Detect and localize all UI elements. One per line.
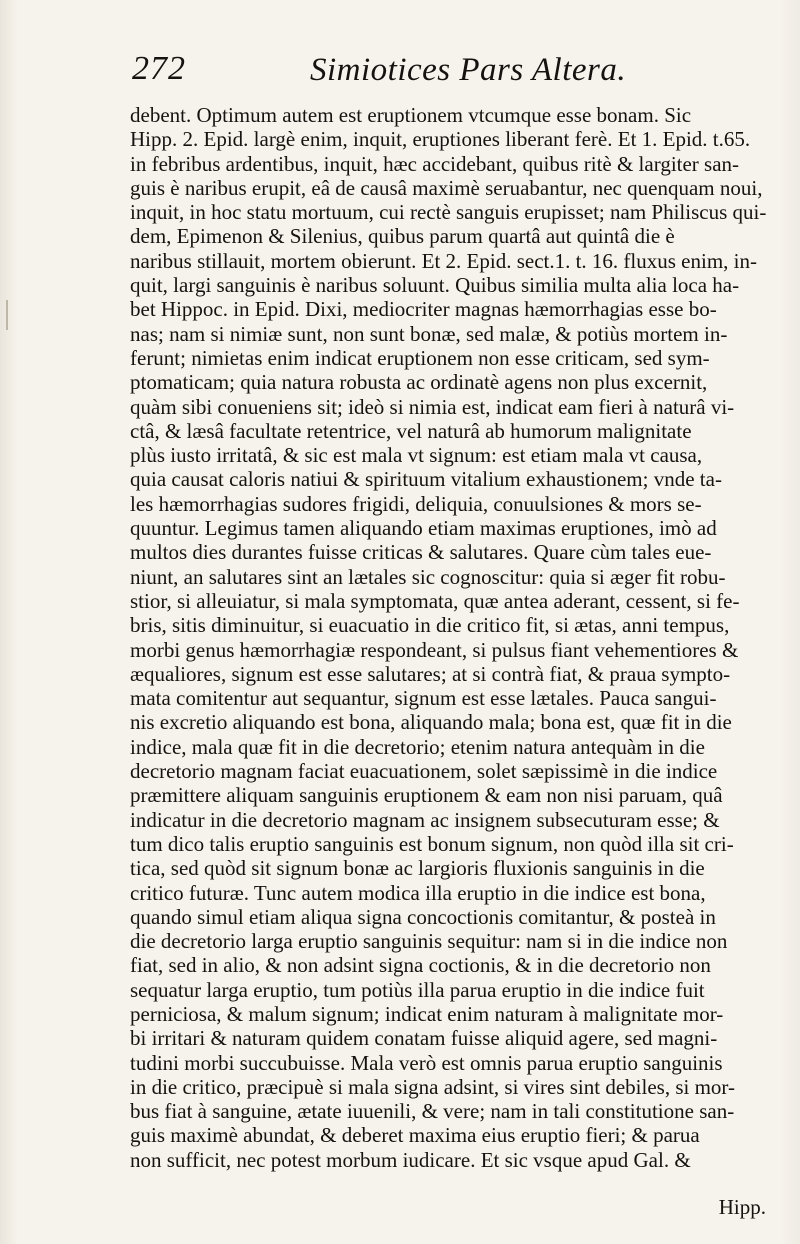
- text-line: guis è naribus erupit, eâ de causâ maximè seruabantur, nec quenquam noui,: [130, 175, 763, 200]
- text-line: nis excretio aliquando est bona, aliquando mala; bona est, quæ fit in die: [130, 710, 732, 735]
- text-line: quuntur. Legimus tamen aliquando etiam maximas eruptiones, imò ad: [130, 516, 717, 541]
- text-line: nas; nam si nimiæ sunt, non sunt bonæ, sed malæ, & potiùs mortem in-: [130, 321, 728, 346]
- text-line: indice, mala quæ fit in die decretorio; etenim natura antequàm in die: [130, 734, 705, 759]
- text-line: guis maximè abundat, & deberet maxima eius eruptio fieri; & parua: [130, 1123, 700, 1148]
- text-line: tica, sed quòd sit signum bonæ ac largioris fluxionis sanguinis in die: [130, 856, 705, 881]
- text-line: Hipp. 2. Epid. largè enim, inquit, eruptiones liberant ferè. Et 1. Epid. t.65.: [130, 127, 751, 152]
- page-number: 272: [132, 50, 186, 87]
- text-line: quando simul etiam aliqua signa concoctionis comitantur, & posteà in: [130, 904, 716, 929]
- text-line: debent. Optimum autem est eruptionem vtcumque esse bonam. Sic: [130, 103, 692, 127]
- text-line: naribus stillauit, mortem obierunt. Et 2. Epid. sect.1. t. 16. fluxus enim, in-: [130, 248, 757, 273]
- catchword: Hipp.: [718, 1195, 766, 1219]
- text-line: bris, sitis diminuitur, si euacuatio in die critico fit, si ætas, anni tempus,: [130, 613, 730, 638]
- text-line: stior, si alleuiatur, si mala symptomata, quæ antea aderant, cessent, si fe-: [130, 588, 740, 613]
- text-line: decretorio magnam faciat euacuationem, solet sæpissimè in die indice: [130, 759, 718, 784]
- text-line: niunt, an salutares sint an lætales sic cognoscitur: quia si æger fit robu-: [130, 564, 726, 589]
- text-line: ferunt; nimietas enim indicat eruptionem non esse criticam, sed sym-: [130, 345, 710, 370]
- page-header: [132, 50, 752, 100]
- text-line: fiat, sed in alio, & non adsint signa coctionis, & in die decretorio non: [130, 953, 711, 978]
- text-line: ctâ, & læsâ facultate retentrice, vel naturâ ab humorum malignitate: [130, 418, 692, 443]
- text-line: morbi genus hæmorrhagiæ respondeant, si pulsus fiant vehementiores &: [130, 637, 739, 662]
- text-line: les hæmorrhagias sudores frigidi, deliquia, conuulsiones & mors se-: [130, 491, 702, 516]
- text-line: mata comitentur aut sequantur, signum est esse lætales. Pauca sangui-: [130, 686, 717, 711]
- text-line: multos dies durantes fuisse criticas & salutares. Quare cùm tales eue-: [130, 540, 712, 565]
- body-text: [130, 103, 770, 1172]
- text-line: critico futuræ. Tunc autem modica illa eruptio in die indice est bona,: [130, 880, 706, 905]
- text-line: sequatur larga eruptio, tum potiùs illa parua eruptio in die indice fuit: [130, 977, 705, 1002]
- text-line: tudini morbi succubuisse. Mala verò est omnis parua eruptio sanguinis: [130, 1050, 723, 1075]
- text-line: non sufficit, nec potest morbum iudicare. Et sic vsque apud Gal. &: [130, 1147, 691, 1172]
- text-line: bet Hippoc. in Epid. Dixi, mediocriter magnas hæmorrhagias esse bo-: [130, 297, 717, 322]
- text-line: tum dico talis eruptio sanguinis est bonum signum, non quòd illa sit cri-: [130, 831, 734, 856]
- page-edge-mark: [6, 300, 8, 330]
- text-line: quàm sibi conueniens sit; ideò si nimia est, indicat eam fieri à naturâ vi-: [130, 394, 735, 419]
- text-line: dem, Epimenon & Silenius, quibus parum quartâ aut quintâ die è: [130, 224, 675, 249]
- text-line: die decretorio larga eruptio sanguinis sequitur: nam si in die indice non: [130, 929, 728, 954]
- text-line: inquit, in hoc statu mortuum, cui rectè sanguis erupisset; nam Philiscus qui-: [130, 200, 767, 225]
- text-line: perniciosa, & malum signum; indicat enim naturam à malignitate mor-: [130, 1001, 724, 1026]
- text-line: quia causat caloris natiui & spirituum vitalium exhaustionem; vnde ta-: [130, 467, 722, 492]
- text-line: bi irritari & naturam quidem conatam fuisse aliquid agere, sed magni-: [130, 1026, 718, 1051]
- text-line: plùs iusto irritatâ, & sic est mala vt signum: est etiam mala vt causa,: [130, 443, 703, 468]
- text-line: quit, largi sanguinis è naribus soluunt. Quibus similia multa alia loca ha-: [130, 273, 740, 298]
- text-line: in die critico, præcipuè si mala signa adsint, si vires sint debiles, si mor-: [130, 1074, 735, 1099]
- text-line: in febribus ardentibus, inquit, hæc accidebant, quibus ritè & largiter san-: [130, 151, 740, 176]
- text-line: indicatur in die decretorio magnam ac insignem subsecuturam esse; &: [130, 807, 720, 832]
- text-line: æqualiores, signum est esse salutares; at si contrà fiat, & praua sympto-: [130, 661, 731, 686]
- running-title: Simiotices Pars Altera.: [310, 52, 627, 88]
- text-line: bus fiat à sanguine, ætate iuuenili, & vere; nam in tali constitutione san-: [130, 1099, 735, 1124]
- text-line: præmittere aliquam sanguinis eruptionem & eam non nisi paruam, quâ: [130, 783, 723, 808]
- text-line: ptomaticam; quia natura robusta ac ordinatè agens non plus excernit,: [130, 370, 708, 395]
